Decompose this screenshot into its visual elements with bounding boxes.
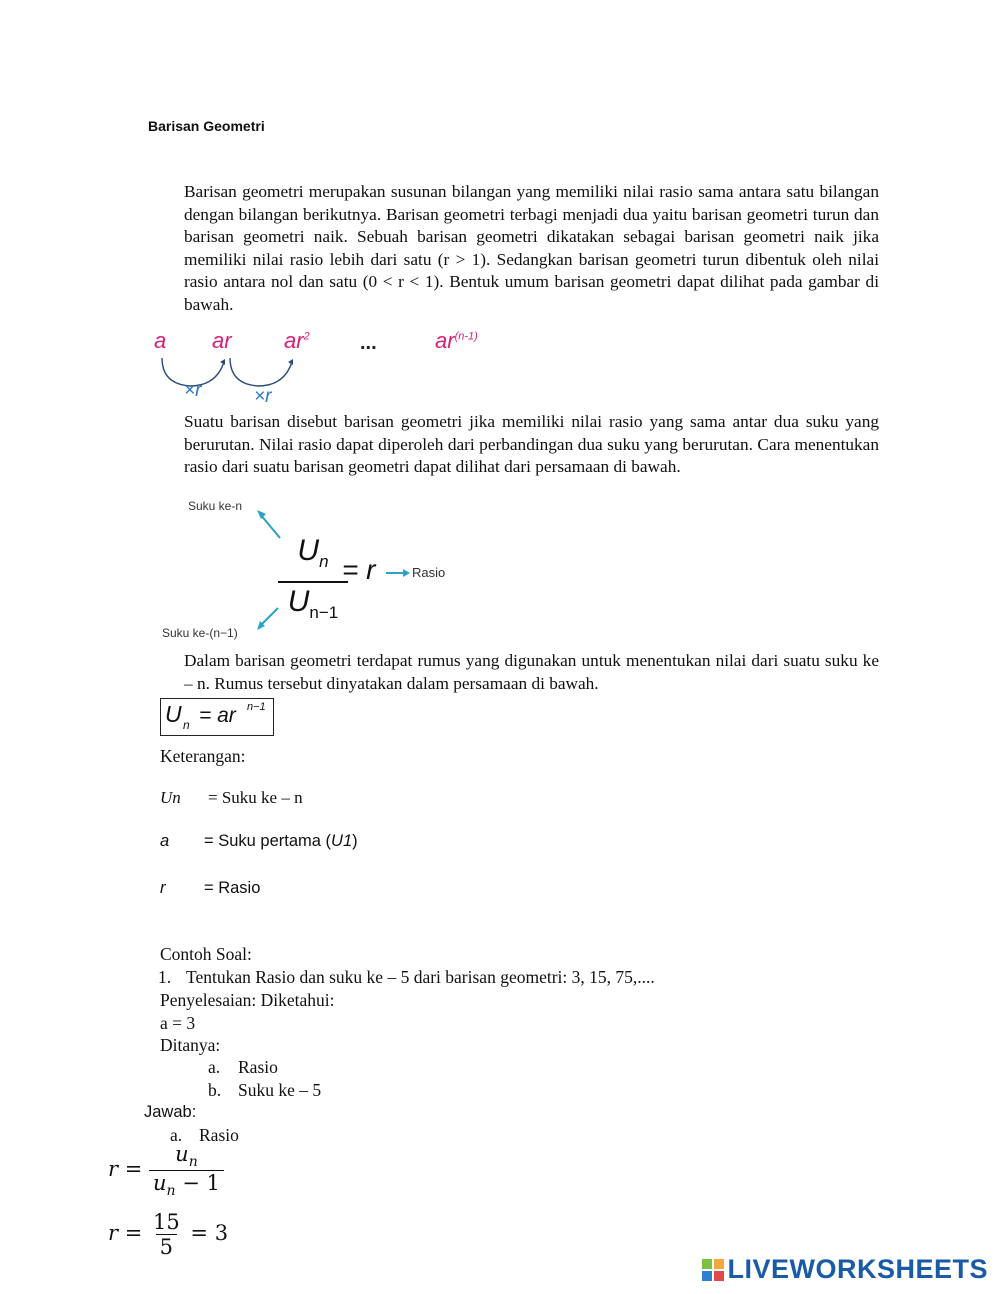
legend-row-r bbox=[160, 879, 260, 898]
eq2-lhs: r = bbox=[108, 1221, 143, 1245]
formula-lhs-sub: n bbox=[183, 718, 190, 732]
label-rasio: Rasio bbox=[412, 565, 446, 580]
asked-letter-b: b. bbox=[208, 1080, 222, 1100]
eq2-denominator: 5 bbox=[156, 1234, 177, 1259]
eq1-num-base: u bbox=[175, 1142, 189, 1166]
label-suku-ke-n-1: Suku ke-(n−1) bbox=[162, 626, 238, 640]
eq1-num-sub: n bbox=[188, 1154, 198, 1171]
legend-desc-r: = Rasio bbox=[204, 879, 261, 897]
eq2-rhs: = 3 bbox=[190, 1221, 229, 1245]
eq1-lhs: r = bbox=[108, 1157, 143, 1182]
eq2-numerator: 15 bbox=[153, 1210, 180, 1234]
term-ar-n-1 bbox=[435, 328, 478, 354]
given-value: a = 3 bbox=[160, 1013, 196, 1033]
formula-paragraph: Dalam barisan geometri terdapat rumus yang digunakan untuk menentukan nilai dari suatu suku ke – n. Rumus tersebut dinyatakan dalam persamaan di bawah. bbox=[184, 651, 879, 693]
term-ar2-base: ar bbox=[284, 328, 304, 353]
legend-desc-a-end: ) bbox=[352, 832, 358, 850]
ratio-fraction bbox=[278, 534, 348, 630]
denominator-sub: n−1 bbox=[309, 603, 339, 622]
multiplier-2: ×r bbox=[254, 386, 272, 407]
formula-rhs: = ar bbox=[199, 704, 236, 727]
answer-label: Jawab: bbox=[144, 1103, 197, 1121]
label-suku-ke-n: Suku ke-n bbox=[188, 499, 243, 513]
ratio-denominator bbox=[278, 585, 348, 630]
legend-row-un bbox=[160, 788, 303, 808]
legend-symbol-un: Un bbox=[160, 788, 181, 807]
equals-r: = r bbox=[342, 554, 376, 585]
legend-desc-un: = Suku ke – n bbox=[208, 788, 303, 807]
logo-text: LIVEWORKSHEETS bbox=[727, 1254, 988, 1284]
numerator-base: U bbox=[297, 534, 320, 567]
legend-desc-a-italic: U1 bbox=[331, 832, 353, 850]
question-number: 1. bbox=[158, 967, 172, 987]
sequence-figure bbox=[148, 326, 508, 412]
equation-ratio-value bbox=[108, 1210, 228, 1259]
formula-box bbox=[160, 698, 274, 736]
term-a: a bbox=[154, 328, 167, 353]
legend-title: Keterangan: bbox=[160, 746, 246, 766]
ratio-fraction-bar bbox=[278, 581, 348, 583]
formula-rhs-sup: n−1 bbox=[247, 701, 266, 713]
arrow-top-head bbox=[257, 510, 266, 519]
eq1-numerator bbox=[171, 1142, 202, 1170]
answer-text-a: Rasio bbox=[199, 1125, 239, 1145]
example-title: Contoh Soal: bbox=[160, 944, 252, 964]
given-label: Penyelesaian: Diketahui: bbox=[160, 990, 335, 1010]
page-title: Barisan Geometri bbox=[148, 118, 265, 134]
ratio-figure bbox=[160, 496, 460, 646]
liveworksheets-logo bbox=[701, 1254, 988, 1285]
ellipsis: ... bbox=[360, 332, 377, 354]
eq1-den-tail: − 1 bbox=[175, 1171, 220, 1196]
legend-row-a bbox=[160, 832, 358, 851]
asked-text-b: Suku ke – 5 bbox=[238, 1080, 322, 1100]
arrow-top-line bbox=[260, 514, 280, 538]
eq1-den-base: u bbox=[153, 1171, 167, 1196]
denominator-base: U bbox=[287, 585, 310, 618]
eq2-fraction bbox=[149, 1210, 184, 1259]
arrow-bottom-line bbox=[260, 608, 278, 626]
intro-paragraph: Barisan geometri merupakan susunan bilangan yang memiliki nilai rasio sama antara satu bilangan dengan bilangan berikutnya. Barisan geometri terbagi menjadi dua yaitu barisan geometri turun dan barisan geometri naik. Sebuah barisan geometri dikatakan sebagai barisan geometri naik jika memiliki nilai rasio lebih dari satu (r > 1). Sedangkan barisan geometri turun dibentuk oleh nilai rasio antara nol dan satu (0 < r < 1). Bentuk umum barisan geometri dapat dilihat pada gambar di bawah. bbox=[184, 182, 879, 314]
term-ar2 bbox=[284, 328, 310, 354]
asked-label: Ditanya: bbox=[160, 1035, 221, 1055]
ratio-numerator bbox=[278, 534, 348, 579]
term-ar: ar bbox=[212, 328, 232, 353]
legend-symbol-r: r bbox=[160, 879, 166, 897]
term-arn-power: (n-1) bbox=[454, 330, 478, 343]
multiplier-1: ×r bbox=[184, 380, 202, 401]
arrow-right-head bbox=[403, 569, 410, 577]
arc-2 bbox=[230, 358, 292, 386]
asked-text-a: Rasio bbox=[238, 1057, 278, 1077]
question-text: Tentukan Rasio dan suku ke – 5 dari barisan geometri: 3, 15, 75,.... bbox=[186, 967, 655, 987]
answer-letter-a: a. bbox=[170, 1125, 183, 1145]
ratio-paragraph: Suatu barisan disebut barisan geometri jika memiliki nilai rasio yang sama antar dua suku yang berurutan. Nilai rasio dapat diperoleh dari perbandingan dua suku yang berurutan. Cara menentukan rasio dari suatu barisan geometri dapat dilihat dari persamaan di bawah. bbox=[184, 412, 879, 477]
asked-item-b bbox=[208, 1080, 321, 1101]
equation-ratio-formula bbox=[108, 1142, 224, 1199]
legend-desc-a: = Suku pertama ( bbox=[204, 832, 332, 850]
logo-icon bbox=[701, 1258, 725, 1282]
eq1-den-sub: n bbox=[166, 1183, 176, 1200]
asked-letter-a: a. bbox=[208, 1057, 221, 1077]
formula-lhs: U bbox=[165, 701, 182, 727]
example-question bbox=[158, 967, 655, 988]
eq1-fraction bbox=[149, 1142, 224, 1199]
eq1-denominator bbox=[149, 1170, 224, 1199]
numerator-sub: n bbox=[319, 552, 329, 571]
legend-symbol-a: a bbox=[160, 832, 170, 850]
asked-item-a bbox=[208, 1057, 278, 1078]
term-arn-base: ar bbox=[435, 328, 455, 353]
term-ar2-power: 2 bbox=[303, 330, 310, 343]
